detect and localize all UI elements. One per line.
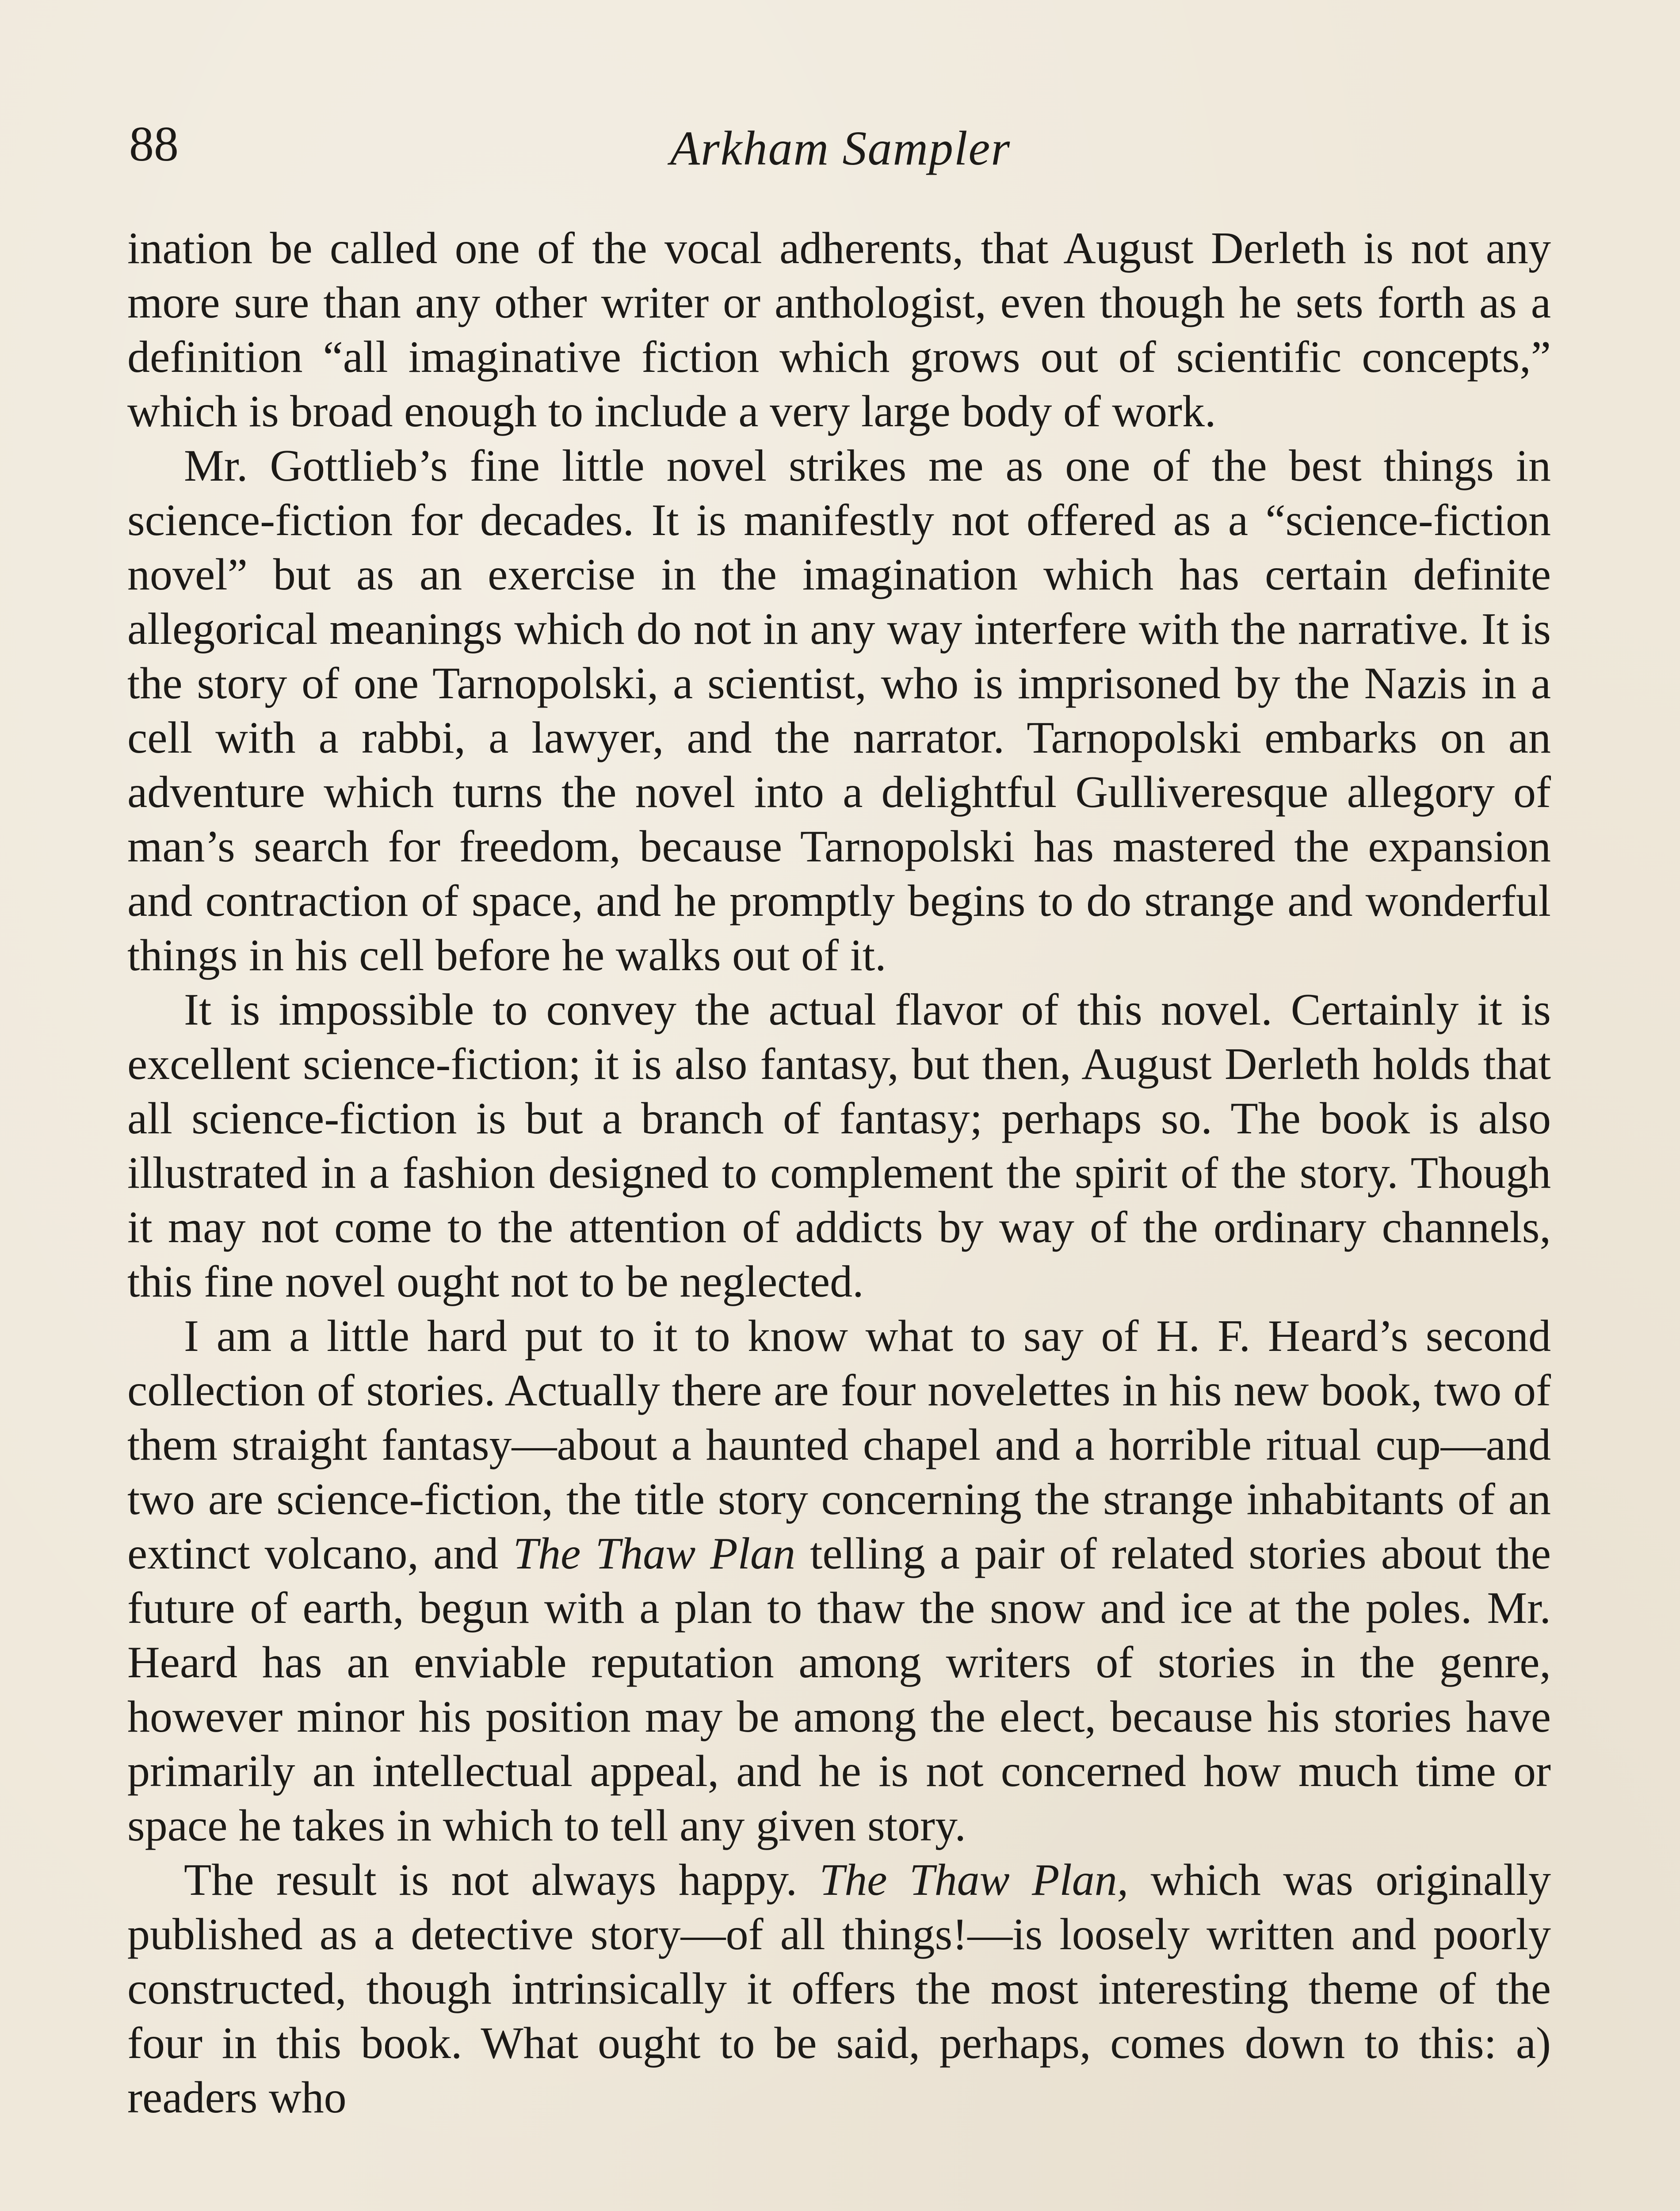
paragraph [127,983,1551,1309]
paragraph [127,221,1551,439]
text-run: which was originally published as a detective story—of all things!—is loosely written and poorly constructed, though intrinsically it offers the most interesting theme of the four in this book. What ought to be said, perhaps, comes down to this: a) readers who [127,1855,1551,2123]
text-run: I am a little hard put to it to know what to say of H. F. Heard’s second collection of stories. Actually there are four novelettes in his new book, two of them straight fantasy—about a haunted chapel and a horrible ritual cup—and two are science-fiction, the title story concerning the strange inhabitants of an extinct volcano, and [127,1311,1551,1579]
text-run: telling a pair of related stories about the future of earth, begun with a plan to thaw the snow and ice at the poles. Mr. Heard has an enviable reputation among writers of stories in the genre, however minor his position may be among the elect, because his stories have primarily an intellectual appeal, and he is not concerned how much time or space he takes in which to tell any given story. [127,1529,1551,1851]
page-header [129,111,1552,177]
page-number: 88 [129,117,179,172]
paragraph [127,1309,1551,1853]
paragraph [127,1853,1551,2125]
italic-title: The Thaw Plan [513,1529,795,1579]
running-head: Arkham Sampler [670,121,1011,175]
text-run: Mr. Gottlieb’s fine little novel strikes me as one of the best things in science-fiction for decades. It is manifestly not offered as a “science-fiction novel” but as an exercise in the imagination which has certain definite allegorical meanings which do not in any way interfere with the narrative. It is the story of one Tarnopolski, a scientist, who is imprisoned by the Nazis in a cell with a rabbi, a lawyer, and the narrator. Tarnopolski embarks on an adventure which turns the novel into a delightful Gulliveresque allegory of man’s search for freedom, because Tarnopolski has mastered the expansion and contraction of space, and he promptly begins to do strange and wonderful things in his cell before he walks out of it. [127,441,1551,980]
text-run: The result is not always happy. [184,1855,820,1905]
body-text [127,221,1551,2125]
text-run: ination be called one of the vocal adherents, that August Derleth is not any more sure than any other writer or anthologist, even though he sets forth as a definition “all imaginative fiction which grows out of scientific concepts,” which is broad enough to include a very large body of work. [127,223,1551,436]
paragraph [127,439,1551,983]
italic-title: The Thaw Plan, [819,1855,1129,1905]
text-run: It is impossible to convey the actual flavor of this novel. Certainly it is excellent science-fiction; it is also fantasy, but then, August Derleth holds that all science-fiction is but a branch of fantasy; perhaps so. The book is also illustrated in a fashion designed to complement the spirit of the story. Though it may not come to the attention of addicts by way of the ordinary channels, this fine novel ought not to be neglected. [127,985,1551,1307]
